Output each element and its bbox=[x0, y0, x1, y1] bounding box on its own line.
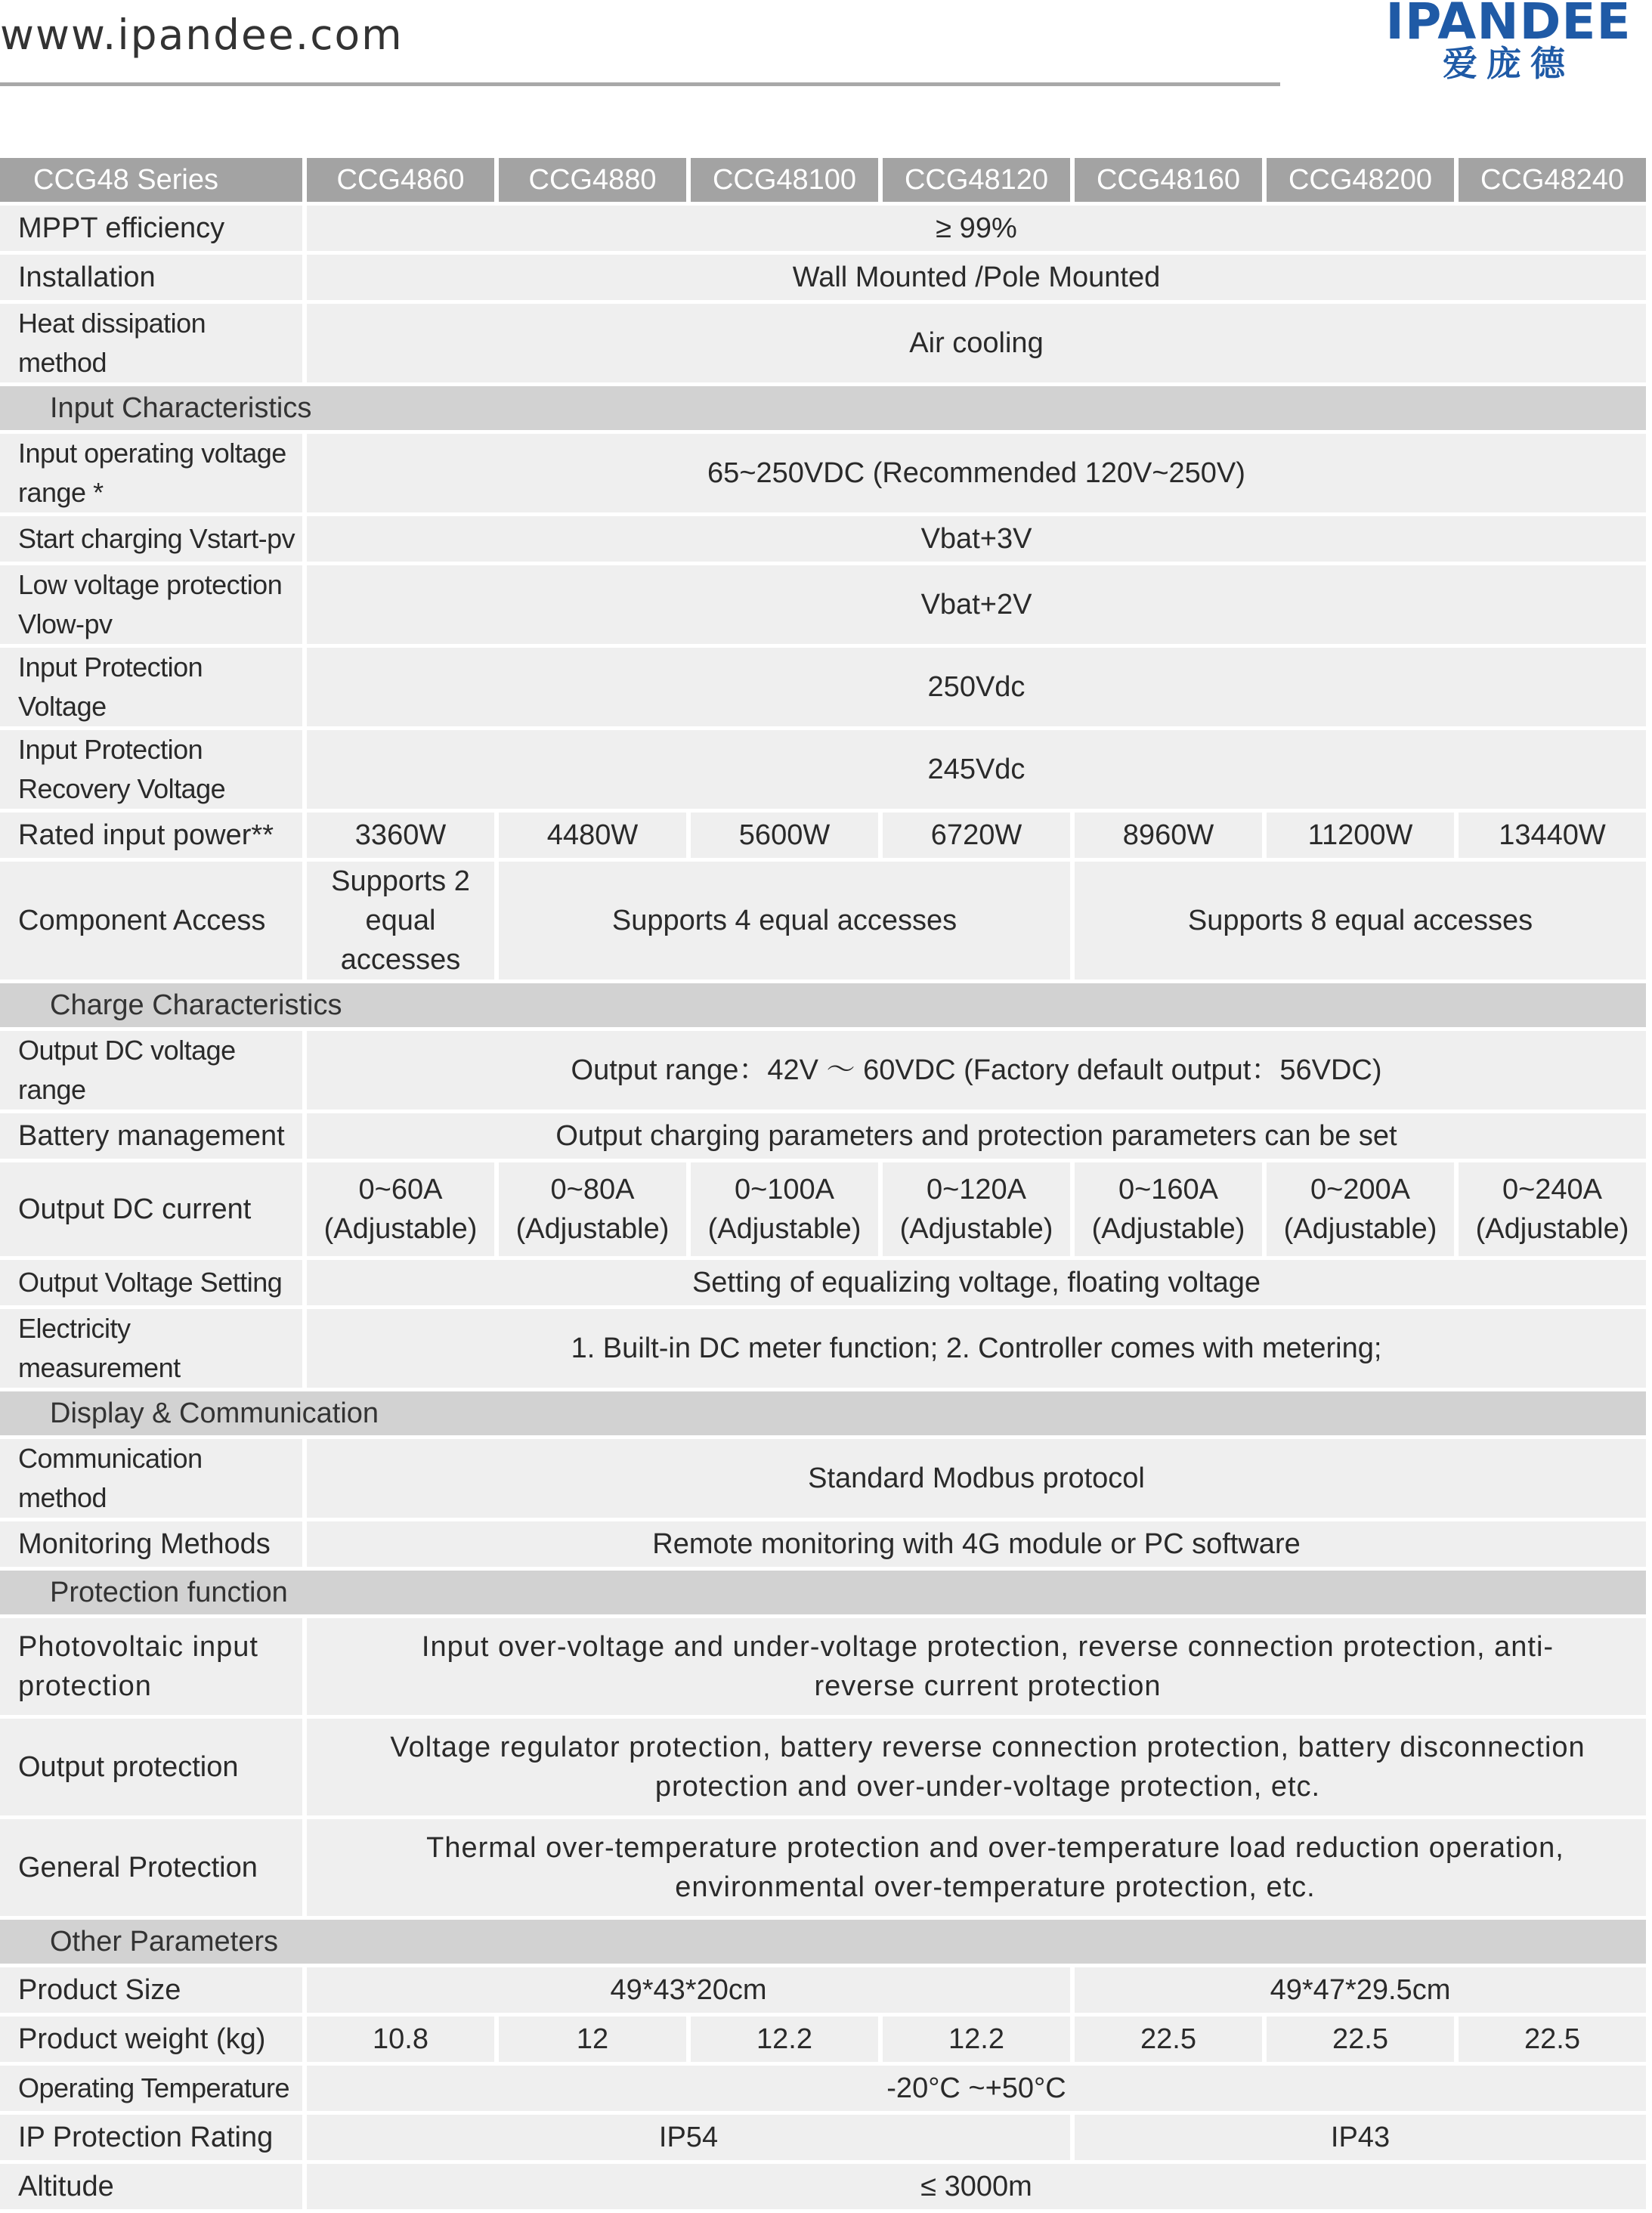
row-label: Product weight (kg) bbox=[0, 2016, 302, 2062]
row-value: 250Vdc bbox=[307, 648, 1646, 726]
table-row bbox=[0, 304, 1646, 382]
model-header: CCG48160 bbox=[1075, 158, 1262, 202]
row-label: Product Size bbox=[0, 1967, 302, 2013]
table-row bbox=[0, 648, 1646, 726]
current-range: 0~120A bbox=[926, 1174, 1027, 1206]
row-label: Photovoltaic input protection bbox=[0, 1618, 302, 1715]
cell-value: Supports 8 equal accesses bbox=[1075, 862, 1646, 980]
row-label: Installation bbox=[0, 255, 302, 300]
row-label: Output DC voltage range bbox=[0, 1031, 302, 1110]
adjustable-note: (Adjustable) bbox=[899, 1213, 1053, 1245]
cell-value: 3360W bbox=[307, 812, 494, 858]
row-label: Output DC current bbox=[0, 1162, 302, 1256]
row-value: 1. Built-in DC meter function; 2. Controller comes with metering; bbox=[307, 1309, 1646, 1388]
section-header-row bbox=[0, 386, 1646, 430]
row-value: 65~250VDC (Recommended 120V~250V) bbox=[307, 434, 1646, 512]
current-range: 0~200A bbox=[1310, 1174, 1411, 1206]
logo-text-cn: 爱庞德 bbox=[1443, 43, 1574, 84]
adjustable-note: (Adjustable) bbox=[1283, 1213, 1437, 1245]
table-row bbox=[0, 434, 1646, 512]
section-title: Protection function bbox=[0, 1571, 1646, 1614]
row-label: General Protection bbox=[0, 1819, 302, 1916]
section-header-row bbox=[0, 1391, 1646, 1435]
cell-value: IP43 bbox=[1075, 2115, 1646, 2160]
row-value: Air cooling bbox=[307, 304, 1646, 382]
cell-value: 12.2 bbox=[883, 2016, 1070, 2062]
cell-value bbox=[499, 1162, 686, 1256]
section-header-row bbox=[0, 1920, 1646, 1964]
table-row bbox=[0, 812, 1646, 858]
row-value: Vbat+3V bbox=[307, 516, 1646, 562]
cell-value bbox=[1267, 1162, 1454, 1256]
model-header: CCG48200 bbox=[1267, 158, 1454, 202]
cell-value: 22.5 bbox=[1075, 2016, 1262, 2062]
row-label: Rated input power** bbox=[0, 812, 302, 858]
row-value: Voltage regulator protection, battery reverse connection protection, battery disconnection protection and over-under-voltage protection, etc. bbox=[307, 1719, 1646, 1815]
table-row bbox=[0, 516, 1646, 562]
cell-value: 5600W bbox=[691, 812, 878, 858]
row-label: Component Access bbox=[0, 862, 302, 980]
row-label: Input operating voltage range * bbox=[0, 434, 302, 512]
section-title: Input Characteristics bbox=[0, 386, 1646, 430]
cell-value bbox=[1075, 1162, 1262, 1256]
table-row bbox=[0, 2016, 1646, 2062]
row-label: Input Protection Voltage bbox=[0, 648, 302, 726]
cell-value: 22.5 bbox=[1459, 2016, 1646, 2062]
current-range: 0~100A bbox=[734, 1174, 835, 1206]
row-label: Operating Temperature bbox=[0, 2066, 302, 2111]
table-row bbox=[0, 2164, 1646, 2209]
row-value: Output charging parameters and protection parameters can be set bbox=[307, 1113, 1646, 1159]
table-row bbox=[0, 2066, 1646, 2111]
model-header: CCG4880 bbox=[499, 158, 686, 202]
table-row bbox=[0, 1031, 1646, 1110]
current-range: 0~60A bbox=[358, 1174, 443, 1206]
model-header: CCG48120 bbox=[883, 158, 1070, 202]
section-title: Other Parameters bbox=[0, 1920, 1646, 1964]
cell-value: 4480W bbox=[499, 812, 686, 858]
current-range: 0~160A bbox=[1118, 1174, 1219, 1206]
current-range: 0~240A bbox=[1502, 1174, 1603, 1206]
row-label: Monitoring Methods bbox=[0, 1521, 302, 1567]
table-row bbox=[0, 862, 1646, 980]
current-range: 0~80A bbox=[550, 1174, 635, 1206]
cell-value bbox=[691, 1162, 878, 1256]
row-label: Output Voltage Setting bbox=[0, 1260, 302, 1305]
row-value: 245Vdc bbox=[307, 730, 1646, 809]
cell-value: Supports 4 equal accesses bbox=[499, 862, 1070, 980]
cell-value: 12.2 bbox=[691, 2016, 878, 2062]
table-row bbox=[0, 1521, 1646, 1567]
adjustable-note: (Adjustable) bbox=[323, 1213, 478, 1245]
table-row bbox=[0, 1162, 1646, 1256]
cell-value: Supports 2 equal accesses bbox=[307, 862, 494, 980]
table-row bbox=[0, 1618, 1646, 1715]
section-title: Display & Communication bbox=[0, 1391, 1646, 1435]
section-header-row bbox=[0, 983, 1646, 1027]
model-header: CCG48100 bbox=[691, 158, 878, 202]
row-value: Remote monitoring with 4G module or PC software bbox=[307, 1521, 1646, 1567]
series-label: CCG48 Series bbox=[0, 158, 302, 202]
adjustable-note: (Adjustable) bbox=[1475, 1213, 1629, 1245]
cell-value bbox=[307, 1162, 494, 1256]
row-value: Input over-voltage and under-voltage protection, reverse connection protection, anti-reverse current protection bbox=[307, 1618, 1646, 1715]
cell-value: 49*47*29.5cm bbox=[1075, 1967, 1646, 2013]
logo-text-en: IPANDEE bbox=[1385, 0, 1632, 51]
table-row bbox=[0, 255, 1646, 300]
table-row bbox=[0, 565, 1646, 644]
row-value: -20°C ~+50°C bbox=[307, 2066, 1646, 2111]
row-label: Heat dissipation method bbox=[0, 304, 302, 382]
cell-value: 10.8 bbox=[307, 2016, 494, 2062]
adjustable-note: (Adjustable) bbox=[1091, 1213, 1245, 1245]
section-title: Charge Characteristics bbox=[0, 983, 1646, 1027]
cell-value: 12 bbox=[499, 2016, 686, 2062]
table-row bbox=[0, 1719, 1646, 1815]
row-value: Standard Modbus protocol bbox=[307, 1439, 1646, 1518]
table-row bbox=[0, 1309, 1646, 1388]
row-value: Vbat+2V bbox=[307, 565, 1646, 644]
row-label: Start charging Vstart-pv bbox=[0, 516, 302, 562]
row-value: ≤ 3000m bbox=[307, 2164, 1646, 2209]
row-label: Low voltage protection Vlow-pv bbox=[0, 565, 302, 644]
cell-value bbox=[883, 1162, 1070, 1256]
cell-value: 6720W bbox=[883, 812, 1070, 858]
row-value: Thermal over-temperature protection and over-temperature load reduction operation, environmental over-temperature protection, etc. bbox=[307, 1819, 1646, 1916]
cell-value: 22.5 bbox=[1267, 2016, 1454, 2062]
table-row bbox=[0, 1260, 1646, 1305]
row-label: Output protection bbox=[0, 1719, 302, 1815]
brand-logo bbox=[1372, 0, 1644, 83]
cell-value: 49*43*20cm bbox=[307, 1967, 1070, 2013]
adjustable-note: (Adjustable) bbox=[707, 1213, 862, 1245]
spec-table bbox=[0, 154, 1650, 2213]
row-label: Input Protection Recovery Voltage bbox=[0, 730, 302, 809]
row-value: Setting of equalizing voltage, floating voltage bbox=[307, 1260, 1646, 1305]
row-label: MPPT efficiency bbox=[0, 206, 302, 251]
row-label: IP Protection Rating bbox=[0, 2115, 302, 2160]
row-label: Communication method bbox=[0, 1439, 302, 1518]
cell-value: IP54 bbox=[307, 2115, 1070, 2160]
cell-value: 13440W bbox=[1459, 812, 1646, 858]
table-row bbox=[0, 1113, 1646, 1159]
row-label: Altitude bbox=[0, 2164, 302, 2209]
series-header-row bbox=[0, 158, 1646, 202]
row-value: Wall Mounted /Pole Mounted bbox=[307, 255, 1646, 300]
cell-value: 11200W bbox=[1267, 812, 1454, 858]
adjustable-note: (Adjustable) bbox=[515, 1213, 670, 1245]
table-row bbox=[0, 2115, 1646, 2160]
section-header-row bbox=[0, 1571, 1646, 1614]
table-row bbox=[0, 730, 1646, 809]
row-value: Output range：42V ～ 60VDC (Factory default output：56VDC) bbox=[307, 1031, 1646, 1110]
table-row bbox=[0, 1819, 1646, 1916]
model-header: CCG4860 bbox=[307, 158, 494, 202]
model-header: CCG48240 bbox=[1459, 158, 1646, 202]
site-url[interactable]: www.ipandee.com bbox=[0, 11, 404, 59]
table-row bbox=[0, 1439, 1646, 1518]
table-row bbox=[0, 1967, 1646, 2013]
cell-value: 8960W bbox=[1075, 812, 1262, 858]
row-value: ≥ 99% bbox=[307, 206, 1646, 251]
table-row bbox=[0, 206, 1646, 251]
row-label: Electricity measurement bbox=[0, 1309, 302, 1388]
cell-value bbox=[1459, 1162, 1646, 1256]
row-label: Battery management bbox=[0, 1113, 302, 1159]
header-divider bbox=[0, 82, 1280, 86]
